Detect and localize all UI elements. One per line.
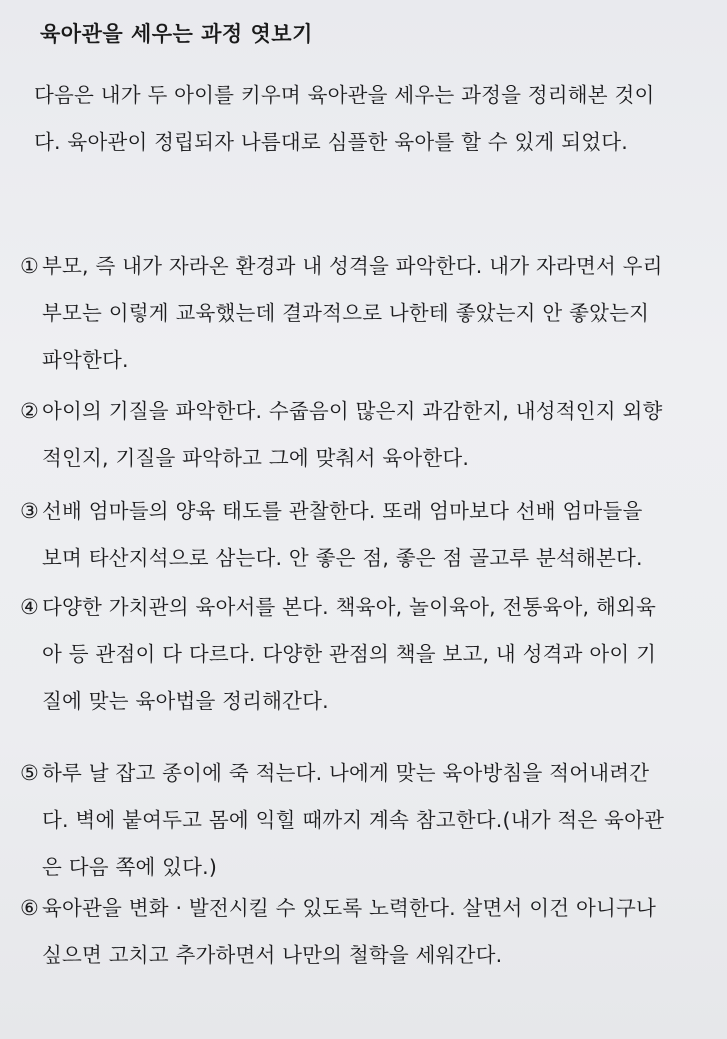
intro-paragraph [34,72,724,166]
list-item-line: 파악한다. [42,348,129,372]
list-item-text: 선배 엄마들의 양육 태도를 관찰한다. 또래 엄마보다 선배 엄마들을 [42,499,643,523]
list-item-text: 다양한 가치관의 육아서를 본다. 책육아, 놀이육아, 전통육아, 해외육 [42,595,656,619]
list-item-6 [20,885,720,979]
list-item-line [20,750,720,797]
list-item-1 [20,243,720,384]
list-item-line: 보며 타산지석으로 삼는다. 안 좋은 점, 좋은 점 골고루 분석해본다. [42,546,643,570]
list-item-line [20,243,720,290]
item-number: ⑤ [20,761,40,785]
list-item-line [20,885,720,932]
list-item-line: 부모는 이렇게 교육했는데 결과적으로 나한테 좋았는지 안 좋았는지 [42,301,650,325]
intro-line: 다. 육아관이 정립되자 나름대로 심플한 육아를 할 수 있게 되었다. [34,130,628,154]
list-item-line: 적인지, 기질을 파악하고 그에 맞춰서 육아한다. [42,446,470,470]
page-heading: 육아관을 세우는 과정 엿보기 [40,22,313,46]
item-number: ⑥ [20,896,40,920]
list-item-3 [20,488,720,582]
list-item-line: 다. 벽에 붙여두고 몸에 익힐 때까지 계속 참고한다.(내가 적은 육아관 [42,808,665,832]
intro-line: 다음은 내가 두 아이를 키우며 육아관을 세우는 과정을 정리해본 것이 [34,83,655,107]
list-item-line [20,488,720,535]
item-number: ① [20,254,40,278]
list-item-4 [20,584,720,725]
list-item-text: 육아관을 변화 · 발전시킬 수 있도록 노력한다. 살면서 이건 아니구나 [42,896,656,920]
list-item-line: 은 다음 쪽에 있다.) [42,855,218,879]
item-number: ③ [20,499,40,523]
list-item-5 [20,750,720,891]
item-number: ② [20,399,40,423]
list-item-line: 아 등 관점이 다 다르다. 다양한 관점의 책을 보고, 내 성격과 아이 기 [42,642,657,666]
list-item-text: 부모, 즉 내가 자라온 환경과 내 성격을 파악한다. 내가 자라면서 우리 [42,254,663,278]
list-item-line: 싶으면 고치고 추가하면서 나만의 철학을 세워간다. [42,943,503,967]
list-item-line [20,584,720,631]
list-item-text: 아이의 기질을 파악한다. 수줍음이 많은지 과감한지, 내성적인지 외향 [42,399,663,423]
list-item-line [20,388,720,435]
item-number: ④ [20,595,40,619]
list-item-2 [20,388,720,482]
list-item-text: 하루 날 잡고 종이에 죽 적는다. 나에게 맞는 육아방침을 적어내려간 [42,761,650,785]
list-item-line: 질에 맞는 육아법을 정리해간다. [42,689,329,713]
